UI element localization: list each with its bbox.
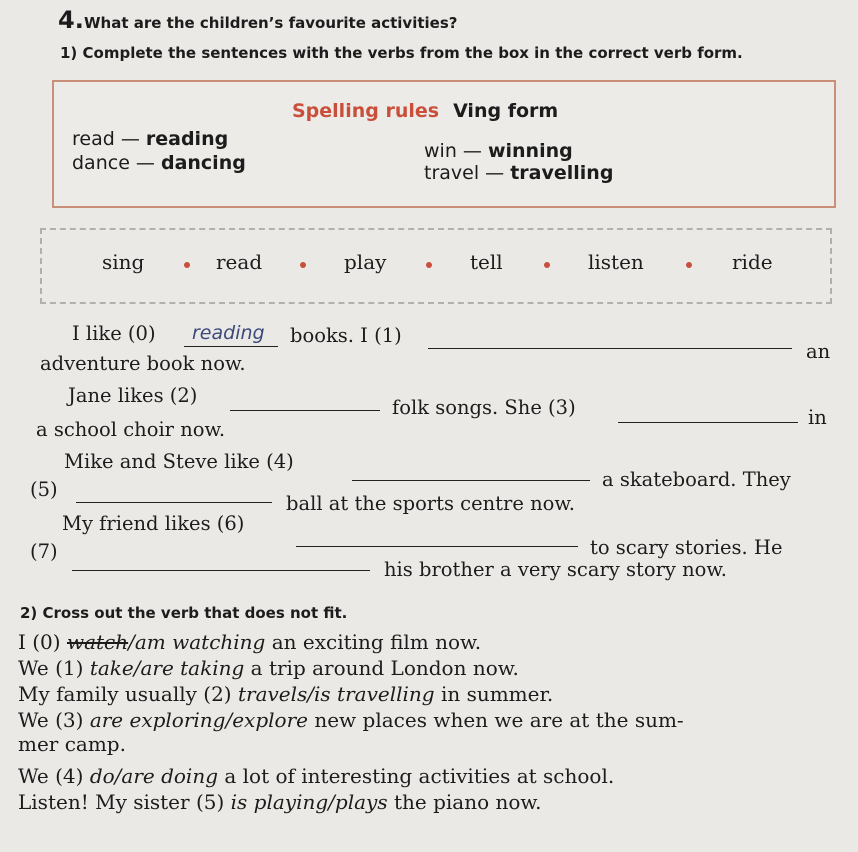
answer-blank-4[interactable]	[352, 480, 590, 481]
ex2-s4-post: a lot of interesting activities at school.	[224, 764, 615, 788]
ex1-line3-c: in	[808, 406, 827, 429]
ex1-line5-a: Mike and Steve like (4)	[64, 450, 294, 473]
ex2-s3-pre: We (3)	[18, 708, 84, 732]
ex1-line8-a: (7)	[30, 540, 58, 563]
task-title: What are the children’s favourite activities?	[84, 14, 458, 32]
verb-box	[40, 228, 832, 304]
ex1-line7-b: to scary stories. He	[590, 536, 783, 559]
ex2-s2-post: in summer.	[440, 682, 554, 706]
ex1-answer-0: reading	[192, 322, 265, 344]
ex1-line3-b: folk songs. She (3)	[392, 396, 576, 419]
answer-blank-5[interactable]	[76, 502, 272, 503]
ex2-s5-options[interactable]: is playing/plays	[230, 790, 388, 814]
rules-title-part2: Ving form	[453, 100, 559, 122]
ex2-sentence-5	[18, 790, 542, 814]
ex2-s2-options[interactable]: travels/is travelling	[237, 682, 435, 706]
rules-title-part1: Spelling rules	[292, 100, 440, 122]
crossed-out-verb: watch	[66, 630, 129, 654]
answer-blank-6[interactable]	[296, 546, 578, 547]
ex1-line1-c: an	[806, 340, 831, 363]
ex1-line8-b: his brother a very scary story now.	[384, 558, 728, 581]
ex2-sentence-3-cont: mer camp.	[18, 732, 126, 756]
part2-instruction: 2) Cross out the verb that does not fit.	[20, 604, 348, 622]
rule-travel	[424, 162, 613, 184]
ex1-line2: adventure book now.	[40, 352, 246, 375]
ex2-s4-pre: We (4)	[18, 764, 84, 788]
spelling-rules-box	[52, 80, 836, 208]
ex2-s4-options[interactable]: do/are doing	[89, 764, 218, 788]
rule-travel-base: travel —	[424, 162, 505, 184]
ex2-sentence-2	[18, 682, 553, 706]
ex1-line6-a: (5)	[30, 478, 58, 501]
verb-item: ride	[732, 250, 773, 274]
ex2-s1-pre: We (1)	[18, 656, 84, 680]
rule-dance-base: dance —	[72, 152, 155, 174]
ex1-line5-b: a skateboard. They	[602, 468, 791, 491]
verb-item: tell	[470, 250, 503, 274]
answer-blank-2[interactable]	[230, 410, 380, 411]
ex1-line3-a: Jane likes (2)	[68, 384, 198, 407]
rule-win-base: win —	[424, 140, 482, 162]
answer-blank-1[interactable]	[428, 348, 792, 349]
ex2-sentence-0	[18, 630, 481, 654]
ex1-line1-b: books. I (1)	[290, 324, 402, 347]
rule-read-base: read —	[72, 128, 140, 150]
ex1-line4: a school choir now.	[36, 418, 226, 441]
answer-blank-7[interactable]	[72, 570, 370, 571]
ex2-s5-pre: Listen! My sister (5)	[18, 790, 225, 814]
answer-blank-3[interactable]	[618, 422, 798, 423]
ex2-s5-post: the piano now.	[393, 790, 542, 814]
ex2-s0-pre: I (0)	[18, 630, 61, 654]
rule-win-form: winning	[487, 140, 573, 162]
ex2-sentence-3	[18, 708, 684, 732]
verb-item: sing	[102, 250, 145, 274]
ex1-line7-a: My friend likes (6)	[62, 512, 245, 535]
ex1-line1-a: I like (0)	[72, 322, 156, 345]
bullet-dot	[426, 262, 432, 268]
bullet-dot	[544, 262, 550, 268]
ex2-s0-option: /am watching	[128, 630, 266, 654]
verb-item: listen	[588, 250, 644, 274]
ex2-s2-pre: My family usually (2)	[18, 682, 232, 706]
bullet-dot	[300, 262, 306, 268]
part1-instruction: 1) Complete the sentences with the verbs from the box in the correct verb form.	[60, 44, 743, 62]
ex2-s3-options[interactable]: are exploring/explore	[89, 708, 308, 732]
rule-read-form: reading	[145, 128, 229, 150]
bullet-dot	[686, 262, 692, 268]
rule-travel-form: travelling	[510, 162, 614, 184]
ex2-sentence-4	[18, 764, 614, 788]
rule-win	[424, 140, 573, 162]
verb-item: read	[216, 250, 263, 274]
rule-read	[72, 128, 228, 150]
bullet-dot	[184, 262, 190, 268]
ex1-line6-b: ball at the sports centre now.	[286, 492, 575, 515]
ex2-s1-post: a trip around London now.	[250, 656, 519, 680]
answer-blank-0	[184, 346, 278, 347]
task-number: 4.	[58, 6, 84, 34]
rule-dance-form: dancing	[160, 152, 246, 174]
ex2-sentence-1	[18, 656, 519, 680]
verb-item: play	[344, 250, 387, 274]
ex2-s0-post: an exciting film now.	[271, 630, 482, 654]
rule-dance	[72, 152, 246, 174]
ex2-s1-options[interactable]: take/are taking	[89, 656, 245, 680]
ex2-s3-post: new places when we are at the sum-	[314, 708, 684, 732]
rules-title	[292, 100, 558, 122]
